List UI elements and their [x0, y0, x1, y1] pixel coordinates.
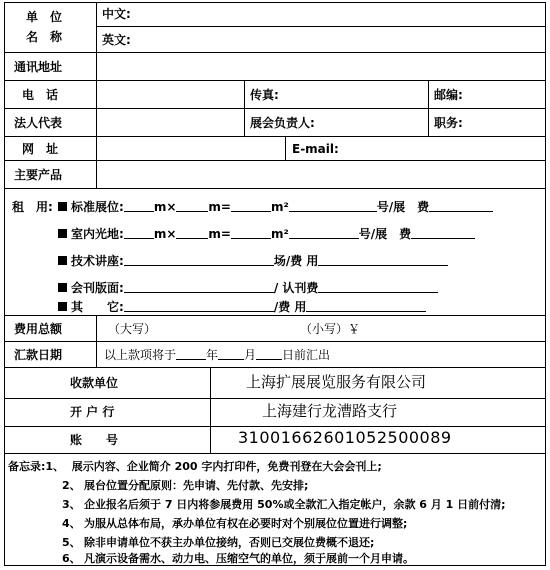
unit-text: m²	[270, 200, 289, 214]
memo-item-4: 4、 为服从总体布局，承办单位有权在必要时对个别展位位置进行调整;	[62, 517, 408, 530]
rental-item-label: 室内光地:	[71, 227, 124, 241]
fee-text: / 认刊费	[273, 281, 319, 295]
row-line	[4, 52, 546, 53]
col-line	[428, 80, 429, 136]
fee-capital-label: （大写）	[108, 322, 157, 336]
fee-text: 号/展 费	[358, 227, 412, 241]
legal-rep-label: 法人代表	[14, 116, 63, 130]
memo-item-5: 5、 除非申请单位不获主办单位接纳，否则已交展位费概不退还;	[62, 536, 375, 549]
memo-item-2: 2、 展台位置分配原则：先申请、先付款、先安排;	[62, 479, 309, 492]
english-name-label: 英文:	[102, 33, 131, 47]
remit-date-label: 汇款日期	[14, 348, 63, 362]
row-line	[4, 80, 546, 81]
col-line	[96, 315, 97, 367]
row-line	[4, 108, 546, 109]
account-label: 账 号	[70, 433, 119, 447]
payee-value: 上海扩展展览服务有限公司	[246, 373, 427, 391]
col-line	[244, 80, 245, 136]
row-line	[4, 398, 546, 399]
row-line	[4, 160, 546, 161]
fee-lower-label: （小写）￥	[300, 322, 361, 336]
rental-item-standard-booth	[58, 200, 493, 214]
unit-text: m=	[208, 227, 231, 241]
bank-label: 开 户 行	[70, 405, 115, 419]
memo-title: 备忘录:	[8, 460, 46, 473]
row-line	[4, 136, 546, 137]
fee-total-label: 费用总额	[14, 322, 63, 336]
position-label: 职务:	[434, 116, 463, 130]
rental-item-indoor-space	[58, 227, 475, 241]
unit-text: m²	[270, 227, 289, 241]
address-label: 通讯地址	[14, 60, 63, 74]
payee-label: 收款单位	[70, 376, 119, 390]
row-line	[4, 315, 546, 316]
col-line	[285, 136, 286, 160]
memo-item-6: 6、 凡演示设备需水、动力电、压缩空气的单位，须于展前一个月申请。	[62, 552, 414, 565]
unit-name-label: 名 称	[26, 30, 63, 44]
bank-value: 上海建行龙漕路支行	[262, 402, 398, 420]
email-label: E-mail:	[292, 142, 339, 156]
rental-item-label: 技术讲座:	[71, 254, 124, 268]
row-line	[4, 367, 546, 368]
row-line	[4, 188, 546, 189]
fee-text: 号/展 费	[376, 200, 430, 214]
phone-label: 电 话	[22, 88, 59, 102]
fax-label: 传真:	[250, 88, 279, 102]
rental-item-tech-seminar	[58, 254, 448, 268]
fee-text: 场/费 用	[273, 254, 319, 268]
rental-item-label: 会刊版面:	[71, 281, 124, 295]
rental-item-other	[58, 300, 426, 314]
account-value: 31001662601052500089	[238, 428, 452, 447]
rental-item-catalog-ad	[58, 281, 438, 295]
row-line	[4, 426, 546, 427]
website-label: 网 址	[22, 142, 59, 156]
unit-text: m×	[153, 227, 177, 241]
products-label: 主要产品	[14, 168, 63, 182]
col-line	[96, 2, 97, 188]
col-line	[210, 367, 211, 453]
row-line	[4, 341, 546, 342]
rental-title: 租 用:	[12, 200, 53, 214]
fee-text: /费 用	[273, 300, 307, 314]
memo-item-1: 备忘录:1、 展示内容、企业简介 200 字内打印件，免费刊登在大会会刊上;	[8, 460, 382, 473]
bullet-square-icon	[58, 302, 67, 311]
rental-item-label: 标准展位:	[71, 200, 124, 214]
exhibit-manager-label: 展会负责人:	[250, 116, 315, 130]
bullet-square-icon	[58, 229, 67, 238]
memo-item-3: 3、 企业报名后须于 7 日内将参展费用 50%或全款汇入指定帐户，余款 6 月 1 日前付清;	[62, 498, 506, 511]
unit-name-label: 单 位	[26, 10, 63, 24]
unit-text: m=	[208, 200, 231, 214]
remit-date-text: 以上款项将于 年 月 日前汇出	[104, 348, 331, 362]
bullet-square-icon	[58, 202, 67, 211]
bullet-square-icon	[58, 256, 67, 265]
bullet-square-icon	[58, 283, 67, 292]
unit-text: m×	[153, 200, 177, 214]
postcode-label: 邮编:	[434, 88, 463, 102]
row-line	[96, 26, 546, 27]
row-line	[4, 453, 546, 454]
chinese-name-label: 中文:	[102, 7, 131, 21]
rental-item-label: 其 它:	[71, 300, 124, 314]
